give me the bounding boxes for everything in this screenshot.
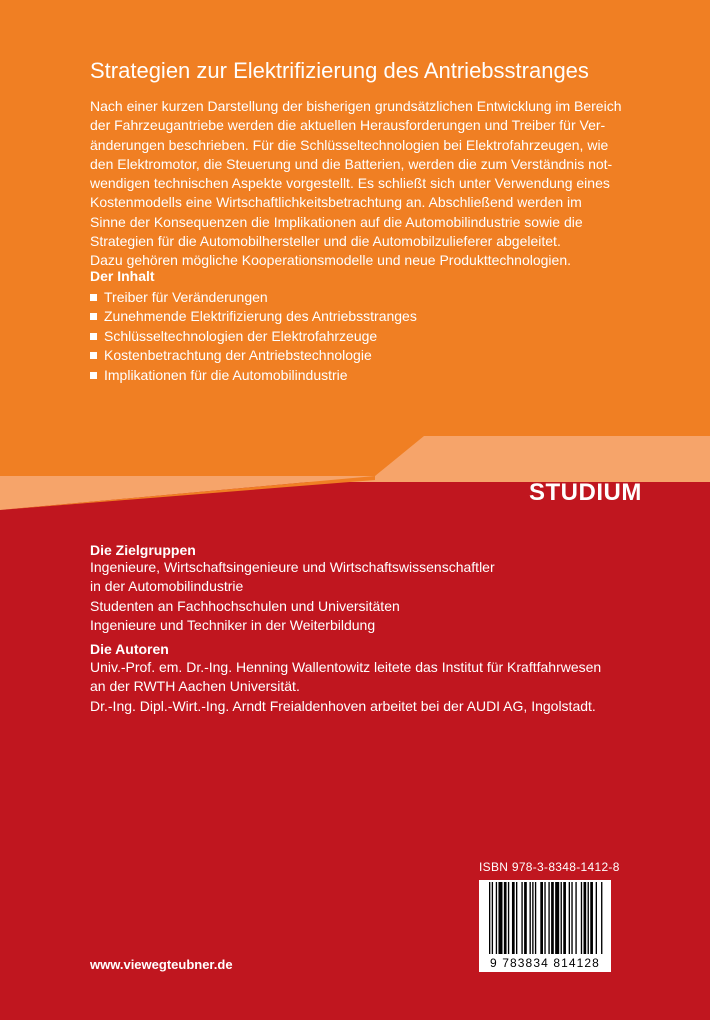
barcode-bar bbox=[575, 882, 576, 954]
barcode-bar bbox=[588, 882, 589, 954]
barcode-bar bbox=[508, 882, 509, 954]
intro-line: wendigen technischen Aspekte vorgestellt. Es schließt sich unter Verwendung eines bbox=[90, 175, 610, 192]
intro-line: änderungen beschrieben. Für die Schlüsseltechnologien bei Elektrofahrzeugen, wie bbox=[90, 136, 609, 153]
square-bullet-icon bbox=[90, 333, 97, 340]
barcode-bar bbox=[535, 882, 536, 954]
contents-item-label: Treiber für Veränderungen bbox=[104, 289, 268, 305]
barcode-bar bbox=[544, 882, 545, 954]
barcode-bar bbox=[489, 882, 490, 954]
barcode-bar bbox=[504, 882, 507, 954]
barcode-bar bbox=[530, 882, 531, 954]
authors-heading: Die Autoren bbox=[90, 641, 169, 657]
barcode-bar bbox=[540, 882, 543, 954]
intro-line: Kostenmodells eine Wirtschaftlichkeitsbetrachtung an. Abschließend werden im bbox=[90, 194, 582, 211]
barcode-bar bbox=[524, 882, 527, 954]
contents-item-label: Zunehmende Elektrifizierung des Antriebsstranges bbox=[104, 308, 417, 325]
intro-line: Dazu gehören mögliche Kooperationsmodelle und neue Produkttechnologien. bbox=[90, 252, 571, 269]
barcode-bar bbox=[590, 882, 593, 954]
barcode-bar bbox=[521, 882, 522, 954]
barcode-bar bbox=[498, 882, 502, 954]
square-bullet-icon bbox=[90, 352, 97, 359]
barcode-bar bbox=[569, 882, 570, 954]
intro-line: Strategien für die Automobilhersteller und die Automobilzulieferer abgeleitet. bbox=[90, 233, 561, 250]
barcode-bar bbox=[581, 882, 582, 954]
contents-item bbox=[90, 327, 417, 346]
barcode-bar bbox=[548, 882, 549, 954]
barcode-bar bbox=[584, 882, 587, 954]
barcode-bar bbox=[555, 882, 559, 954]
barcode-bar bbox=[563, 882, 566, 954]
target-group-line: Studenten an Fachhochschulen und Universitäten bbox=[90, 597, 400, 614]
barcode-bar bbox=[492, 882, 493, 954]
author-line: an der RWTH Aachen Universität. bbox=[90, 678, 300, 695]
barcode-bar bbox=[516, 882, 517, 954]
barcode-bar bbox=[561, 882, 562, 954]
contents-list bbox=[90, 288, 417, 385]
target-group-line: in der Automobilindustrie bbox=[90, 578, 244, 595]
contents-heading: Der Inhalt bbox=[90, 268, 155, 284]
series-band-seam bbox=[375, 476, 710, 477]
barcode-bar bbox=[571, 882, 572, 954]
isbn-text: ISBN 978-3-8348-1412-8 bbox=[479, 860, 620, 874]
square-bullet-icon bbox=[90, 294, 97, 301]
contents-item bbox=[90, 346, 417, 365]
intro-line: Nach einer kurzen Darstellung der bisherigen grundsätzlichen Entwicklung im Bereich bbox=[90, 98, 622, 114]
intro-line: Sinne der Konsequenzen die Implikationen auf die Automobilindustrie sowie die bbox=[90, 213, 583, 230]
barcode bbox=[479, 880, 611, 972]
barcode-bar bbox=[512, 882, 515, 954]
contents-item bbox=[90, 307, 417, 326]
contents-item bbox=[90, 288, 417, 307]
barcode-bar bbox=[532, 882, 533, 954]
intro-line: den Elektromotor, die Steuerung und die Batterien, werden die zum Verständnis not- bbox=[90, 155, 613, 172]
authors-list bbox=[90, 658, 601, 716]
contents-item-label: Implikationen für die Automobilindustrie bbox=[104, 366, 348, 383]
author-line: Dr.-Ing. Dipl.-Wirt.-Ing. Arndt Freialdenhoven arbeitet bei der AUDI AG, Ingolstadt. bbox=[90, 697, 596, 714]
intro-paragraph bbox=[90, 97, 630, 271]
target-groups-list bbox=[90, 558, 495, 636]
target-group-line: Ingenieure und Techniker in der Weiterbildung bbox=[90, 617, 376, 634]
target-group-line: Ingenieure, Wirtschaftsingenieure und Wirtschaftswissenschaftler bbox=[90, 559, 495, 575]
series-band-light-stripe bbox=[0, 436, 710, 482]
series-label: STUDIUM bbox=[529, 479, 642, 506]
book-title: Strategien zur Elektrifizierung des Antriebsstranges bbox=[90, 58, 589, 83]
square-bullet-icon bbox=[90, 313, 97, 320]
contents-item-label: Kostenbetrachtung der Antriebstechnologie bbox=[104, 347, 372, 364]
author-line: Univ.-Prof. em. Dr.-Ing. Henning Wallentowitz leitete das Institut für Kraftfahrwesen bbox=[90, 659, 602, 675]
square-bullet-icon bbox=[90, 372, 97, 379]
barcode-bar bbox=[551, 882, 554, 954]
barcode-bars-icon bbox=[479, 882, 611, 956]
contents-item-label: Schlüsseltechnologien der Elektrofahrzeuge bbox=[104, 327, 378, 344]
barcode-digits: 9 783834 814128 bbox=[490, 956, 600, 970]
target-groups-heading: Die Zielgruppen bbox=[90, 542, 196, 558]
barcode-bar bbox=[496, 882, 497, 954]
contents-item bbox=[90, 366, 417, 385]
barcode-bar bbox=[601, 882, 602, 954]
publisher-url[interactable]: www.viewegteubner.de bbox=[90, 957, 233, 972]
intro-line: der Fahrzeugantriebe werden die aktuellen Herausforderungen und Treiber für Ver- bbox=[90, 117, 606, 134]
barcode-bar bbox=[596, 882, 597, 954]
